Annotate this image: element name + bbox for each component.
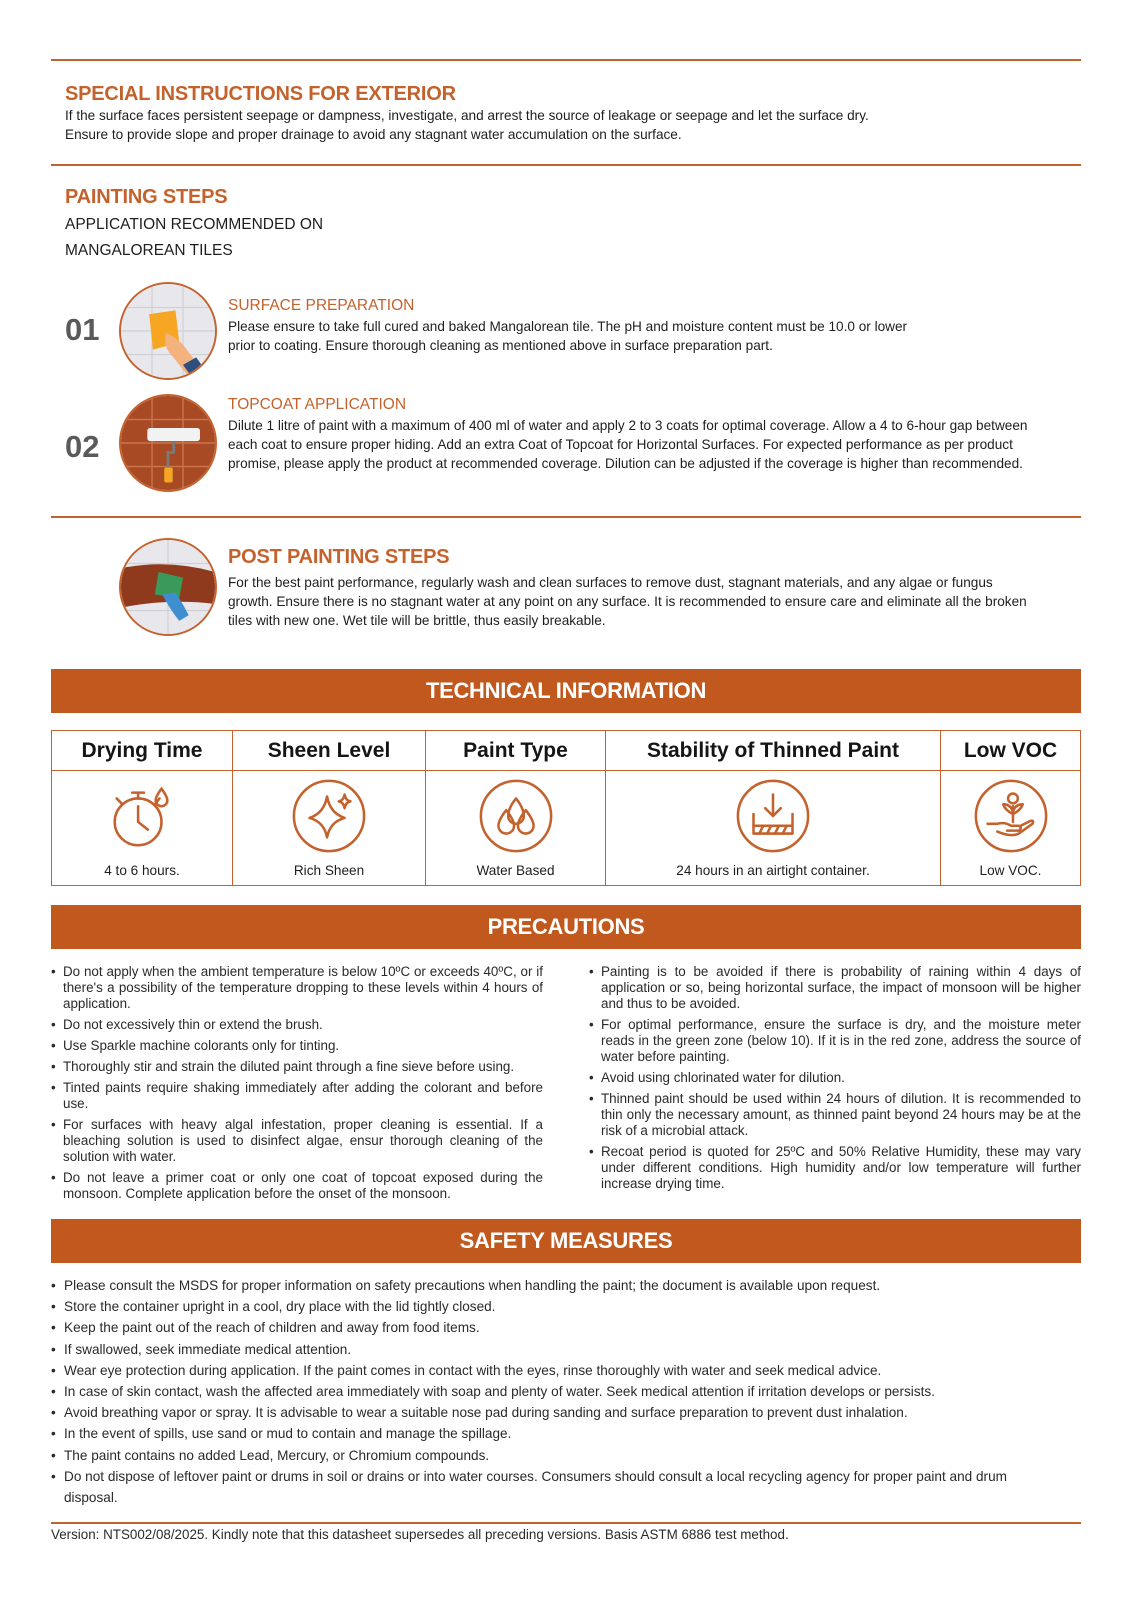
step-number: 01 bbox=[65, 312, 100, 347]
tech-col-drying-time bbox=[52, 731, 233, 885]
list-item: • The paint contains no added Lead, Mercury, or Chromium compounds. bbox=[51, 1445, 1061, 1466]
technical-information-table bbox=[51, 730, 1081, 886]
list-item: • In case of skin contact, wash the affected area immediately with soap and plenty of water. Seek medical attention if irritation develops or persists. bbox=[51, 1381, 1061, 1402]
step-title: TOPCOAT APPLICATION bbox=[228, 396, 407, 413]
top-divider bbox=[51, 59, 1081, 61]
tech-value: Low VOC. bbox=[979, 863, 1042, 878]
list-item: • Do not leave a primer coat or only one coat of topcoat exposed during the monsoon. Complete application before the onset of the monsoon. bbox=[51, 1170, 543, 1202]
container-icon bbox=[734, 777, 812, 855]
special-instructions-title: SPECIAL INSTRUCTIONS FOR EXTERIOR bbox=[65, 83, 456, 105]
list-item: • Keep the paint out of the reach of children and away from food items. bbox=[51, 1317, 1061, 1338]
precautions-right-list bbox=[589, 964, 1081, 1197]
tech-col-sheen-level bbox=[233, 731, 426, 885]
safety-measures-header: SAFETY MEASURES bbox=[51, 1219, 1081, 1263]
list-item: • Do not apply when the ambient temperature is below 10ºC or exceeds 40ºC, or if there's a possibility of the temperature dropping to these levels within 4 hours of application. bbox=[51, 964, 543, 1012]
post-painting-text: For the best paint performance, regularly wash and clean surfaces to remove dust, stagnant materials, and any algae or fungus growth. Ensure there is no stagnant water at any point on any surface. It is recommended to ensure care and eliminate all the broken tiles with new one. Wet tile will be brittle, thus easily breakable. bbox=[228, 575, 1027, 628]
tech-value: Water Based bbox=[476, 863, 555, 878]
tech-value: 24 hours in an airtight container. bbox=[676, 863, 870, 878]
list-item: • Avoid breathing vapor or spray. It is advisable to wear a suitable nose pad during sanding and surface preparation to prevent dust inhalation. bbox=[51, 1402, 1061, 1423]
tech-value: Rich Sheen bbox=[293, 863, 365, 878]
list-item: • Please consult the MSDS for proper information on safety precautions when handling the paint; the document is available upon request. bbox=[51, 1275, 1061, 1296]
step-description: Dilute 1 litre of paint with a maximum of 400 ml of water and apply 2 to 3 coats for optimal coverage. Allow a 4 to 6-hour gap between each coat to ensure proper hiding. Add an extra Coat of Topcoat for Horizontal Surfaces. For expected performance as per product promise, please apply the product at recommended coverage. Dilution can be adjusted if the coverage is higher than recommended. bbox=[228, 418, 1028, 471]
water-drops-icon bbox=[477, 777, 555, 855]
painting-steps-title: PAINTING STEPS bbox=[65, 186, 228, 208]
tech-value: 4 to 6 hours. bbox=[104, 863, 180, 878]
painting-steps-subtitle-1: APPLICATION RECOMMENDED ON bbox=[65, 216, 324, 233]
precautions-left-list bbox=[51, 964, 543, 1207]
surface-preparation-icon bbox=[119, 282, 217, 380]
step-description: Please ensure to take full cured and baked Mangalorean tile. The pH and moisture content must be 10.0 or lower prior to coating. Ensure thorough cleaning as mentioned above in surface preparation part. bbox=[228, 319, 908, 353]
list-item: • Do not excessively thin or extend the brush. bbox=[51, 1017, 543, 1033]
list-item: • For optimal performance, ensure the surface is dry, and the moisture meter reads in the green zone (below 10). If it is in the red zone, address the source of water before painting. bbox=[589, 1017, 1081, 1065]
tech-col-low-voc bbox=[941, 731, 1080, 885]
list-item: • Painting is to be avoided if there is probability of raining within 4 days of application or so, being horizontal surface, the impact of monsoon will be higher and thus to be avoided. bbox=[589, 964, 1081, 1012]
post-painting-title: POST PAINTING STEPS bbox=[228, 546, 450, 568]
divider bbox=[51, 516, 1081, 518]
painting-steps-subtitle-2: MANGALOREAN TILES bbox=[65, 242, 233, 259]
list-item: • Tinted paints require shaking immediately after adding the colorant and before use. bbox=[51, 1080, 543, 1112]
list-item: • For surfaces with heavy algal infestation, proper cleaning is essential. If a bleaching solution is used to disinfect algae, ensur thorough cleaning of the solution with water. bbox=[51, 1117, 543, 1165]
step-title: SURFACE PREPARATION bbox=[228, 297, 415, 314]
special-instructions-line-1: If the surface faces persistent seepage or dampness, investigate, and arrest the source of leakage or seepage and let the surface dry. bbox=[65, 108, 869, 123]
list-item: • In the event of spills, use sand or mud to contain and manage the spillage. bbox=[51, 1423, 1061, 1444]
tech-header: Drying Time bbox=[52, 731, 232, 771]
footer-divider bbox=[51, 1522, 1081, 1524]
tech-col-paint-type bbox=[426, 731, 606, 885]
stopwatch-icon bbox=[103, 777, 181, 855]
sparkle-icon bbox=[290, 777, 368, 855]
tech-header: Paint Type bbox=[426, 731, 605, 771]
tech-header: Stability of Thinned Paint bbox=[606, 731, 940, 771]
version-footer: Version: NTS002/08/2025. Kindly note that this datasheet supersedes all preceding versions. Basis ASTM 6886 test method. bbox=[51, 1527, 789, 1542]
step-number: 02 bbox=[65, 429, 100, 464]
list-item: • Avoid using chlorinated water for dilution. bbox=[589, 1070, 1081, 1086]
list-item: • If swallowed, seek immediate medical attention. bbox=[51, 1339, 1061, 1360]
tech-header: Low VOC bbox=[941, 731, 1080, 771]
list-item: • Recoat period is quoted for 25ºC and 50% Relative Humidity, these may vary under different conditions. High humidity and/or low temperature will further increase drying time. bbox=[589, 1144, 1081, 1192]
tech-header: Sheen Level bbox=[233, 731, 425, 771]
list-item: • Store the container upright in a cool, dry place with the lid tightly closed. bbox=[51, 1296, 1061, 1317]
list-item: • Thinned paint should be used within 24 hours of dilution. It is recommended to thin only the necessary amount, as thinned paint beyond 24 hours may be at the risk of a microbial attack. bbox=[589, 1091, 1081, 1139]
list-item: • Thoroughly stir and strain the diluted paint through a fine sieve before using. bbox=[51, 1059, 543, 1075]
special-instructions-line-2: Ensure to provide slope and proper drainage to avoid any stagnant water accumulation on the surface. bbox=[65, 127, 682, 142]
topcoat-application-icon bbox=[119, 394, 217, 492]
safety-measures-list bbox=[51, 1275, 1061, 1508]
list-item: • Wear eye protection during application. If the paint comes in contact with the eyes, rinse thoroughly with water and seek medical advice. bbox=[51, 1360, 1061, 1381]
list-item: • Use Sparkle machine colorants only for tinting. bbox=[51, 1038, 543, 1054]
post-painting-icon bbox=[119, 538, 217, 636]
technical-information-header: TECHNICAL INFORMATION bbox=[51, 669, 1081, 713]
precautions-header: PRECAUTIONS bbox=[51, 905, 1081, 949]
plant-hand-icon bbox=[972, 777, 1050, 855]
tech-col-stability bbox=[606, 731, 941, 885]
divider bbox=[51, 164, 1081, 166]
list-item: • Do not dispose of leftover paint or drums in soil or drains or into water courses. Consumers should consult a local recycling agency for proper paint and drum disposal. bbox=[51, 1466, 1061, 1508]
